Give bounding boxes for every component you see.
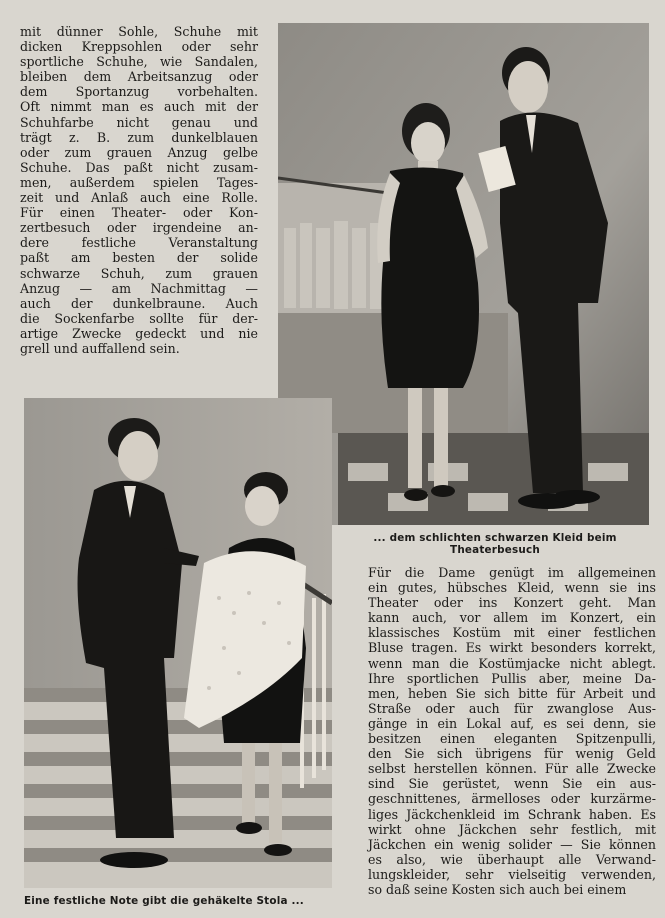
text-line: Ihre sportlichen Pullis aber, meine Da- <box>368 670 656 686</box>
text-line: selbst herstellen können. Für alle Zwecke <box>368 761 656 777</box>
text-line: Anzug — am Nachmittag — <box>20 280 258 296</box>
text-line: grell und auffallend sein. <box>20 340 180 356</box>
text-line: lungskleider, sehr vielseitig verwenden, <box>368 866 656 882</box>
caption-top-photo: ... dem schlichten schwarzen Kleid beim Theaterbesuch <box>373 532 617 556</box>
photo-couple-stairs-image <box>24 398 332 888</box>
caption-bottom-photo: Eine festliche Note gibt die gehäkelte Stola ... <box>24 895 304 907</box>
text-line: klassisches Kostüm mit einer festlichen <box>368 625 656 641</box>
text-line: den Sie sich übrigens für wenig Geld <box>368 746 656 762</box>
text-line: die Sockenfarbe sollte für der- <box>20 310 258 326</box>
text-line: sportliche Schuhe, wie Sandalen, <box>20 54 258 70</box>
text-line: wirkt ohne Jäckchen sehr festlich, mit <box>368 821 656 837</box>
text-line: dem Sportanzug vorbehalten. <box>20 84 258 100</box>
text-line: gänge in ein Lokal auf, es sei denn, sie <box>368 715 656 731</box>
text-line: dere festliche Veranstaltung <box>20 235 258 251</box>
text-line: paßt am besten der solide <box>20 250 258 266</box>
text-line: ein gutes, hübsches Kleid, wenn sie ins <box>368 580 656 596</box>
text-line: dicken Kreppsohlen oder sehr <box>20 39 258 55</box>
text-line: zertbesuch oder irgendeine an- <box>20 220 258 236</box>
photo-couple-theater <box>278 23 649 525</box>
text-line: kann auch, vor allem im Konzert, ein <box>368 610 656 626</box>
text-line: Theater oder ins Konzert geht. Man <box>368 595 656 611</box>
text-line: auch der dunkelbraune. Auch <box>20 295 258 311</box>
text-line: zeit und Anlaß auch eine Rolle. <box>20 190 258 206</box>
right-article-column <box>368 565 656 897</box>
text-line: Für die Dame genügt im allgemeinen <box>368 565 656 580</box>
text-line: Schuhfarbe nicht genau und <box>20 114 258 130</box>
text-line: trägt z. B. zum dunkelblauen <box>20 129 258 145</box>
left-article-column <box>20 24 258 356</box>
text-line: sind Sie gerüstet, wenn Sie ein aus- <box>368 776 656 792</box>
text-line: Für einen Theater- oder Kon- <box>20 205 258 221</box>
text-line: besitzen einen eleganten Spitzenpulli, <box>368 731 656 747</box>
text-line: Schuhe. Das paßt nicht zusam- <box>20 159 258 175</box>
text-line: mit dünner Sohle, Schuhe mit <box>20 24 258 39</box>
text-line: artige Zwecke gedeckt und nie <box>20 325 258 341</box>
text-line: Straße oder auch für zwanglose Aus- <box>368 700 656 716</box>
text-line: liges Jäckchenkleid im Schrank haben. Es <box>368 806 656 822</box>
text-line: oder zum grauen Anzug gelbe <box>20 144 258 160</box>
photo-couple-theater-image <box>278 23 649 525</box>
text-line: geschnittenes, ärmelloses oder kurzärme- <box>368 791 656 807</box>
text-line: Bluse tragen. Es wirkt besonders korrekt, <box>368 640 656 656</box>
text-line: schwarze Schuh, zum grauen <box>20 265 258 281</box>
photo-couple-stairs <box>24 398 332 888</box>
text-line: men, außerdem spielen Tages- <box>20 174 258 190</box>
text-line: Jäckchen ein wenig solider — Sie können <box>368 836 656 852</box>
text-line: Oft nimmt man es auch mit der <box>20 99 258 115</box>
text-line: es also, wie überhaupt alle Verwand- <box>368 851 656 867</box>
text-line: so daß seine Kosten sich auch bei einem <box>368 881 627 897</box>
text-line: wenn man die Kostümjacke nicht ablegt. <box>368 655 656 671</box>
text-line: men, heben Sie sich bitte für Arbeit und <box>368 685 656 701</box>
text-line: bleiben dem Arbeitsanzug oder <box>20 69 258 85</box>
